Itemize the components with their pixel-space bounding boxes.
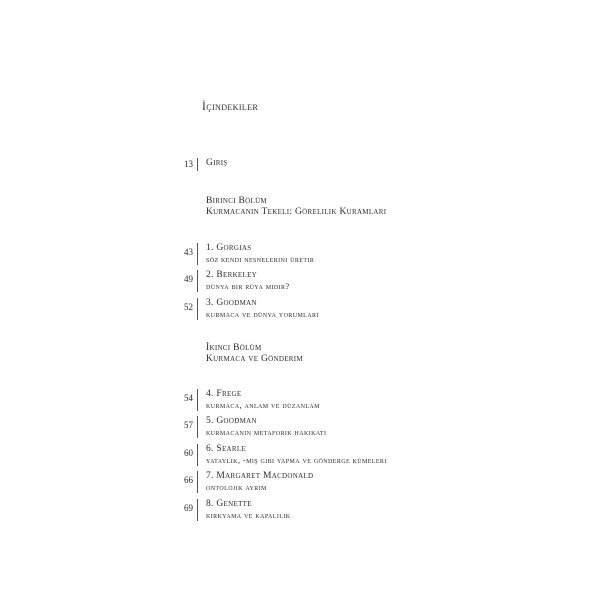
page-number: 49 bbox=[184, 274, 193, 284]
part-heading-2 bbox=[206, 343, 303, 365]
page-number: 43 bbox=[184, 247, 193, 257]
page-number: 52 bbox=[184, 302, 193, 312]
entry-title: 7. Margaret Macdonald bbox=[206, 471, 314, 481]
entry-title: Giriş bbox=[206, 158, 228, 168]
divider bbox=[197, 471, 198, 493]
entry-title: 6. Searle bbox=[206, 444, 247, 454]
part-subtitle: Kurmacanin Tekeli: Görelilik Kuramlari bbox=[206, 207, 387, 217]
page-number: 60 bbox=[184, 448, 193, 458]
entry-subtitle: ontolojik ayrim bbox=[206, 482, 267, 492]
entry-subtitle: kurmaca ve dünya yorumlari bbox=[206, 309, 319, 319]
page-title: İçindekiler bbox=[202, 101, 259, 113]
entry-title: 8. Genette bbox=[206, 499, 252, 509]
divider bbox=[197, 158, 198, 171]
entry-subtitle: kurmaca, anlam ve düzanlam bbox=[206, 400, 320, 410]
entry-subtitle: yataylik, -miş gibi yapma ve gönderge kümeleri bbox=[206, 455, 387, 465]
divider bbox=[197, 444, 198, 466]
divider bbox=[197, 270, 198, 292]
entry-subtitle: kirkyama ve kapalilik bbox=[206, 510, 291, 520]
entry-title: 5. Goodman bbox=[206, 416, 257, 426]
page-number: 57 bbox=[184, 420, 193, 430]
entry-title: 3. Goodman bbox=[206, 298, 257, 308]
part-heading-1 bbox=[206, 196, 386, 218]
page-number: 69 bbox=[184, 503, 193, 513]
entry-title: 2. Berkeley bbox=[206, 270, 258, 280]
page-number: 66 bbox=[184, 475, 193, 485]
part-label: Birinci Bölüm bbox=[206, 196, 267, 206]
part-label: İkinci Bölüm bbox=[206, 343, 262, 353]
divider bbox=[197, 416, 198, 438]
page-number: 13 bbox=[184, 159, 193, 169]
divider bbox=[197, 298, 198, 320]
part-subtitle: Kurmaca ve Gönderim bbox=[206, 354, 303, 364]
entry-subtitle: söz kendi nesnelerini üretir bbox=[206, 254, 315, 264]
entry-subtitle: dünya bir rüya midir? bbox=[206, 281, 290, 291]
entry-title: 4. Frege bbox=[206, 389, 242, 399]
entry-title: 1. Gorgias bbox=[206, 243, 252, 253]
entry-subtitle: kurmacanin metaforik hakikati bbox=[206, 427, 327, 437]
divider bbox=[197, 389, 198, 411]
divider bbox=[197, 499, 198, 521]
page-number: 54 bbox=[184, 393, 193, 403]
divider bbox=[197, 243, 198, 265]
